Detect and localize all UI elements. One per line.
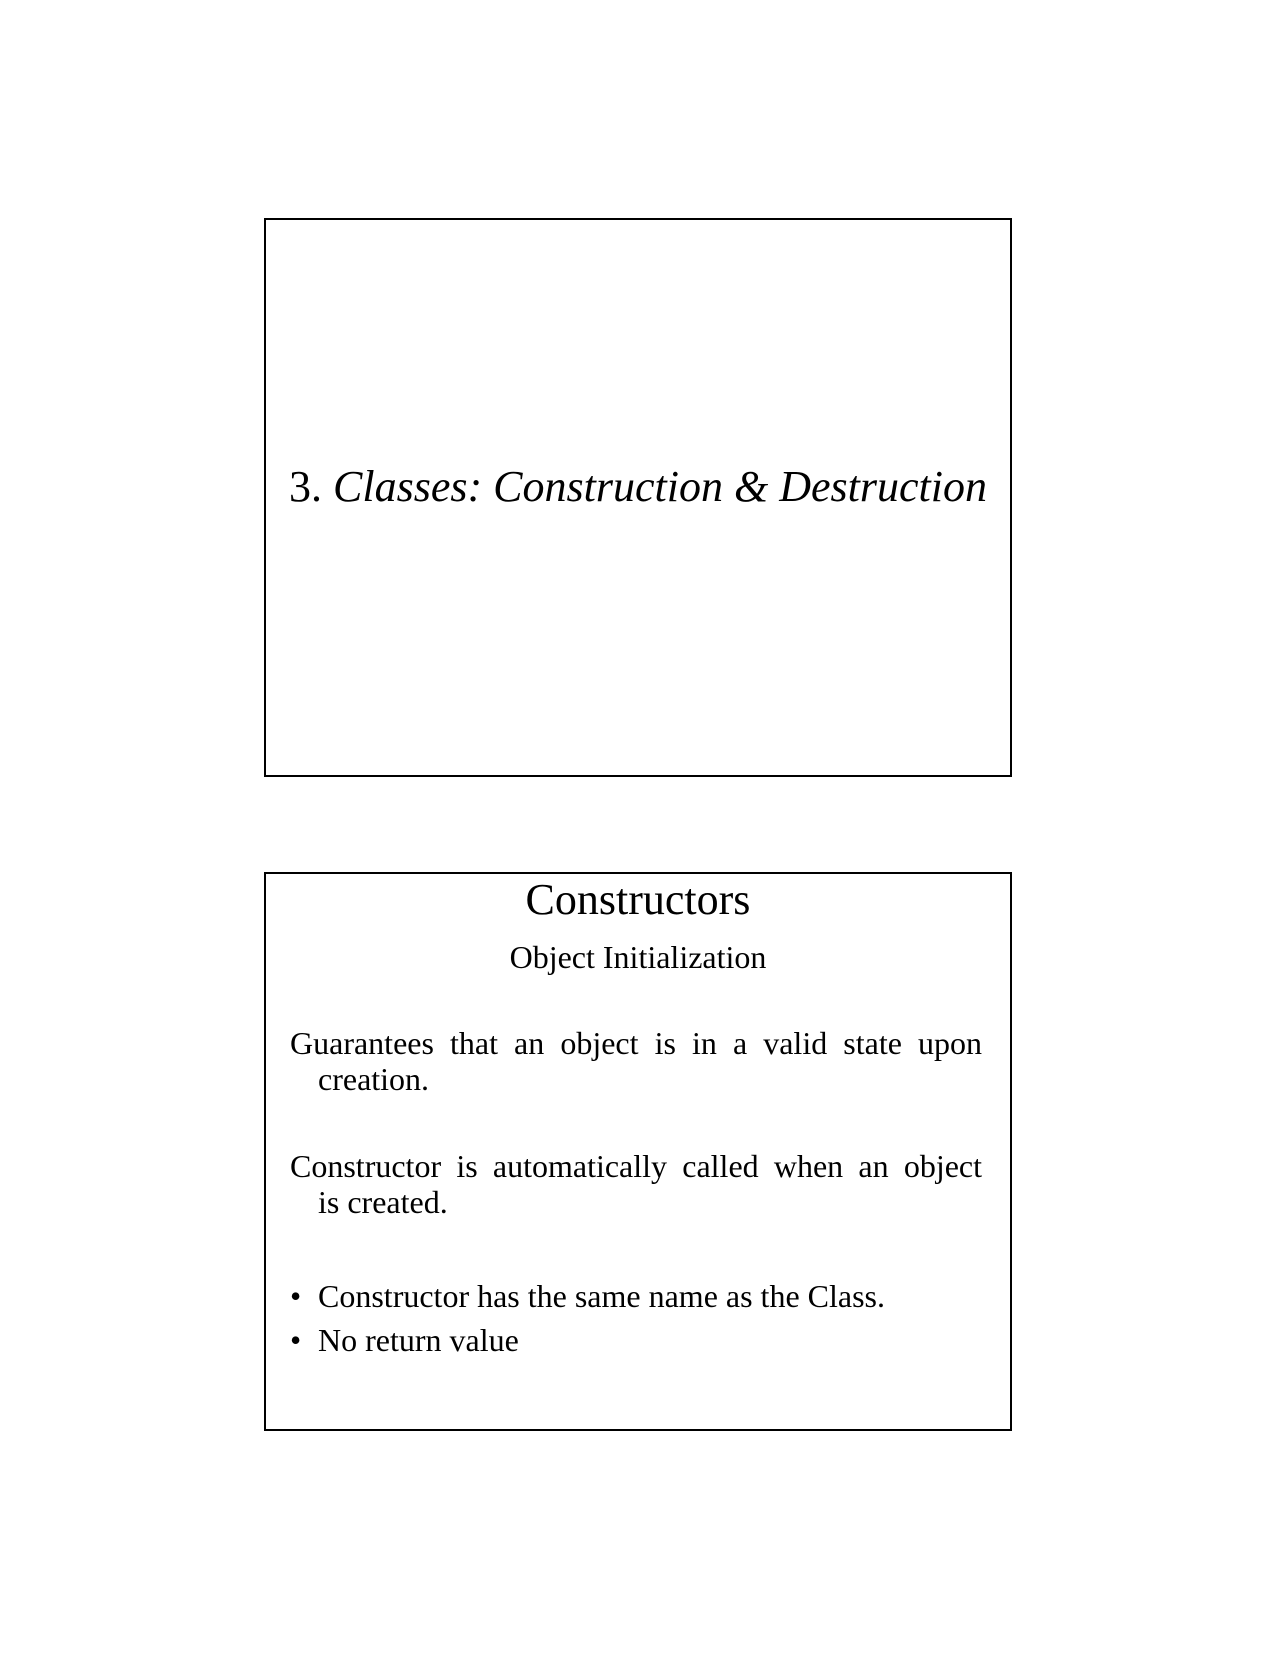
section-title: Classes: Construction & Destruction bbox=[333, 462, 987, 511]
paragraph-continuation: is created. bbox=[318, 1184, 448, 1220]
list-item bbox=[290, 1318, 885, 1362]
bullet-list bbox=[290, 1274, 885, 1362]
list-item-text: No return value bbox=[318, 1322, 519, 1358]
paragraph-continuation: creation. bbox=[318, 1061, 430, 1097]
paragraph-auto-called bbox=[290, 1148, 982, 1220]
slide-heading: Constructors bbox=[525, 875, 751, 924]
paragraph-line: Guarantees that an object is in a valid state upon bbox=[290, 1025, 982, 1061]
paragraph-valid-state bbox=[290, 1025, 982, 1097]
slide-subtitle: Object Initialization bbox=[509, 939, 767, 975]
list-item bbox=[290, 1274, 885, 1318]
slide-title-heading bbox=[272, 462, 1004, 511]
paragraph-line: Constructor is automatically called when an object bbox=[290, 1148, 982, 1184]
bullet-icon: • bbox=[290, 1278, 302, 1314]
section-number: 3. bbox=[289, 462, 323, 511]
slide-constructors bbox=[264, 872, 1012, 1431]
list-item-text: Constructor has the same name as the Class. bbox=[318, 1278, 885, 1314]
slide-title bbox=[264, 218, 1012, 777]
bullet-icon: • bbox=[290, 1322, 302, 1358]
